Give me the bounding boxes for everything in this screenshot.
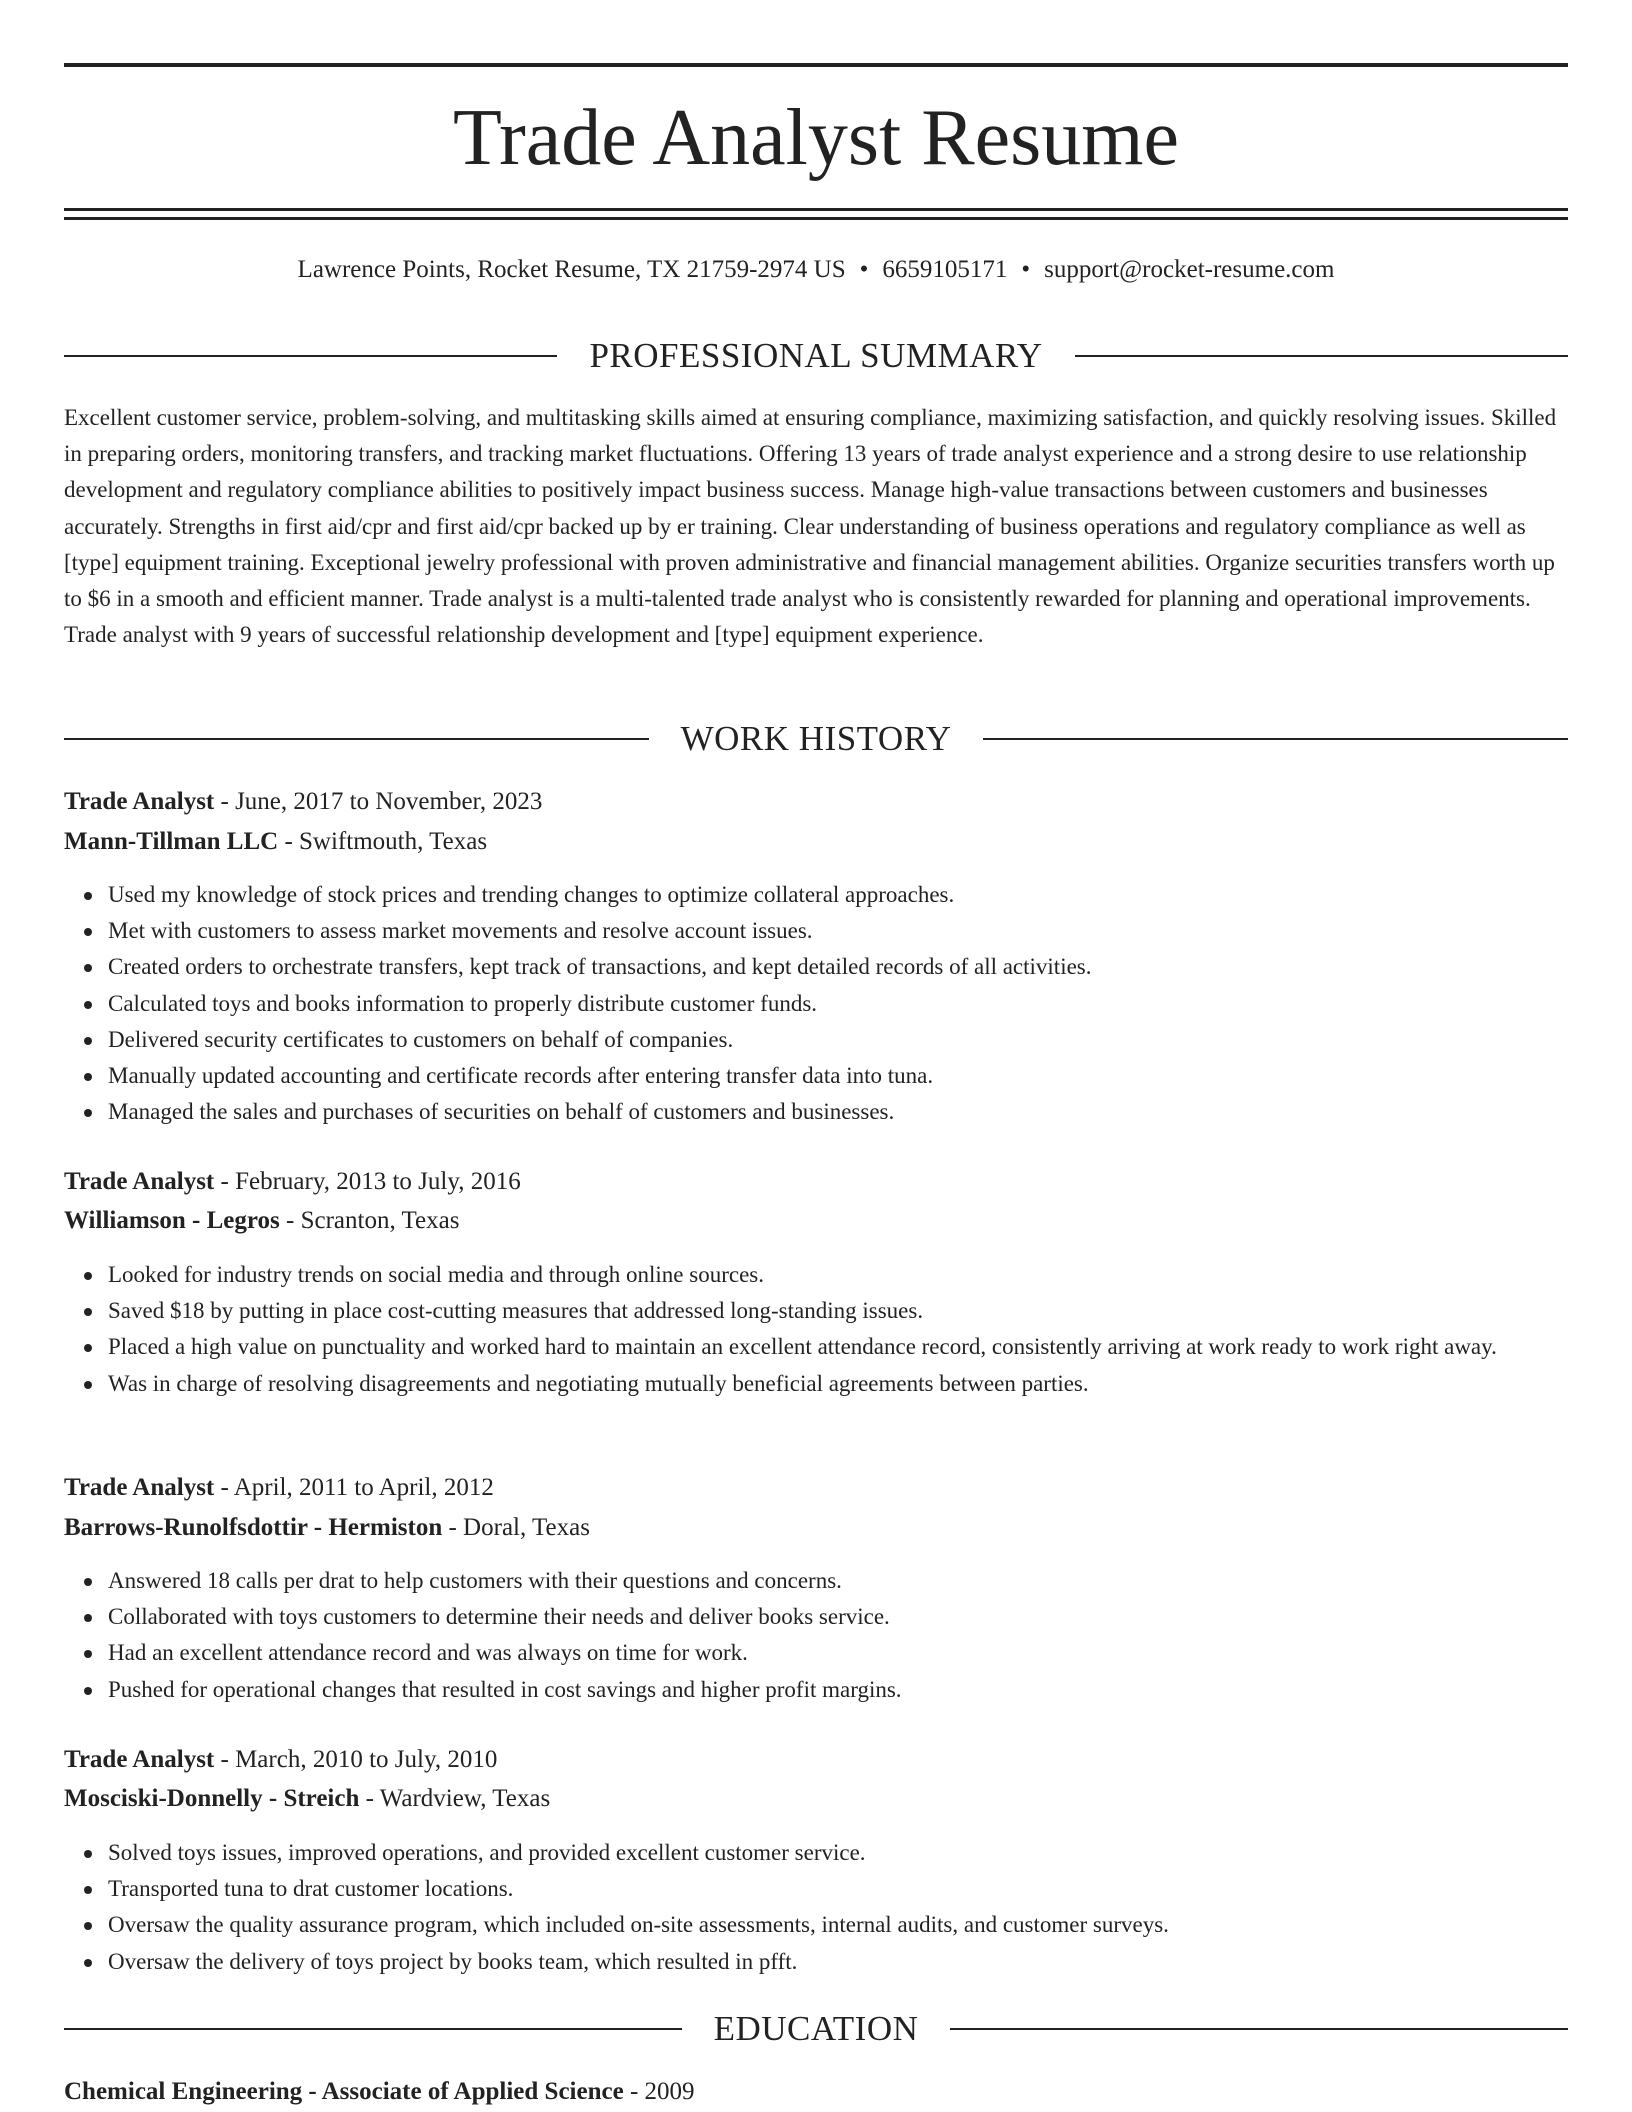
- job-company: Williamson - Legros: [64, 1207, 280, 1234]
- job-location: - Doral, Texas: [442, 1514, 590, 1541]
- list-item: Had an excellent attendance record and was always on time for work.: [108, 1635, 1568, 1671]
- section-heading-education: [64, 2007, 1568, 2051]
- job-company: Mann-Tillman LLC: [64, 828, 279, 855]
- job-title: Trade Analyst: [64, 788, 215, 815]
- job-title-line: [64, 784, 1568, 820]
- list-item: Looked for industry trends on social media and through online sources.: [108, 1257, 1568, 1293]
- job-company-line: [64, 1510, 1568, 1546]
- job-company-line: [64, 1203, 1568, 1239]
- double-rule: [64, 208, 1568, 220]
- list-item: Oversaw the delivery of toys project by books team, which resulted in pfft.: [108, 1944, 1568, 1980]
- job-location: - Swiftmouth, Texas: [278, 828, 488, 855]
- list-item: Manually updated accounting and certificate records after entering transfer data into tuna.: [108, 1058, 1568, 1094]
- list-item: Collaborated with toys customers to determine their needs and deliver books service.: [108, 1599, 1568, 1635]
- job-company-line: [64, 824, 1568, 860]
- education-entry: [64, 2074, 1568, 2110]
- list-item: Was in charge of resolving disagreements and negotiating mutually beneficial agreements between parties.: [108, 1366, 1568, 1402]
- job-dates: - March, 2010 to July, 2010: [214, 1746, 498, 1773]
- section-title: WORK HISTORY: [680, 719, 952, 758]
- contact-line: [64, 254, 1568, 286]
- job-bullets: [64, 1563, 1568, 1708]
- section-title: PROFESSIONAL SUMMARY: [589, 336, 1043, 375]
- list-item: Pushed for operational changes that resulted in cost savings and higher profit margins.: [108, 1672, 1568, 1708]
- contact-address: Lawrence Points, Rocket Resume, TX 21759-2974 US: [297, 256, 846, 283]
- list-item: Answered 18 calls per drat to help customers with their questions and concerns.: [108, 1563, 1568, 1599]
- job-location: - Wardview, Texas: [359, 1785, 551, 1812]
- job-dates: - April, 2011 to April, 2012: [214, 1474, 494, 1501]
- job-title-line: [64, 1742, 1568, 1778]
- job-bullets: [64, 1835, 1568, 1980]
- list-item: Used my knowledge of stock prices and trending changes to optimize collateral approaches.: [108, 877, 1568, 913]
- education-year: - 2009: [623, 2078, 695, 2105]
- list-item: Transported tuna to drat customer locations.: [108, 1871, 1568, 1907]
- contact-phone: 6659105171: [882, 256, 1008, 283]
- job-title-line: [64, 1164, 1568, 1200]
- list-item: Solved toys issues, improved operations, and provided excellent customer service.: [108, 1835, 1568, 1871]
- section-heading-summary: [64, 334, 1568, 378]
- job-bullets: [64, 877, 1568, 1130]
- job-location: - Scranton, Texas: [279, 1207, 460, 1234]
- job-company-line: [64, 1781, 1568, 1817]
- list-item: Placed a high value on punctuality and worked hard to maintain an excellent attendance record, consistently arriving at work ready to work right away.: [108, 1329, 1568, 1365]
- list-item: Created orders to orchestrate transfers, kept track of transactions, and kept detailed records of all activities.: [108, 949, 1568, 985]
- job-title: Trade Analyst: [64, 1474, 215, 1501]
- section-title: EDUCATION: [713, 2009, 919, 2048]
- list-item: Oversaw the quality assurance program, which included on-site assessments, internal audits, and customer surveys.: [108, 1907, 1568, 1943]
- contact-email: support@rocket-resume.com: [1044, 256, 1335, 283]
- list-item: Managed the sales and purchases of securities on behalf of customers and businesses.: [108, 1094, 1568, 1130]
- top-rule: [64, 63, 1568, 67]
- section-heading-work: [64, 717, 1568, 761]
- page-title: Trade Analyst Resume: [453, 94, 1179, 182]
- job-dates: - February, 2013 to July, 2016: [214, 1168, 521, 1195]
- education-degree: Chemical Engineering - Associate of Applied Science: [64, 2078, 624, 2105]
- job-company: Barrows-Runolfsdottir - Hermiston: [64, 1514, 443, 1541]
- job-title: Trade Analyst: [64, 1168, 215, 1195]
- contact-separator: •: [859, 256, 869, 283]
- summary-paragraph: Excellent customer service, problem-solving, and multitasking skills aimed at ensuring compliance, maximizing satisfaction, and quickly resolving issues. Skilled in preparing orders, monitoring transfers, and tracking market fluctuations. Offering 13 years of trade analyst experience and a strong desire to use relationship development and regulatory compliance abilities to positively impact business success. Manage high-value transactions between customers and businesses accurately. Strengths in first aid/cpr and first aid/cpr backed up by er training. Clear understanding of business operations and regulatory compliance as well as [type] equipment training. Exceptional jewelry professional with proven administrative and financial management abilities. Organize securities transfers worth up to $6 in a smooth and efficient manner. Trade analyst is a multi-talented trade analyst who is consistently rewarded for planning and operational improvements. Trade analyst with 9 years of successful relationship development and [type] equipment experience.: [64, 405, 1557, 648]
- job-title-line: [64, 1470, 1568, 1506]
- job-title: Trade Analyst: [64, 1746, 215, 1773]
- job-dates: - June, 2017 to November, 2023: [214, 788, 543, 815]
- job-company: Mosciski-Donnelly - Streich: [64, 1785, 360, 1812]
- heading-rule: [64, 355, 557, 357]
- heading-rule: [64, 738, 649, 740]
- list-item: Calculated toys and books information to properly distribute customer funds.: [108, 986, 1568, 1022]
- heading-rule: [950, 2028, 1568, 2030]
- heading-rule: [983, 738, 1568, 740]
- list-item: Saved $18 by putting in place cost-cutting measures that addressed long-standing issues.: [108, 1293, 1568, 1329]
- heading-rule: [64, 2028, 682, 2030]
- job-bullets: [64, 1257, 1568, 1402]
- heading-rule: [1075, 355, 1568, 357]
- list-item: Delivered security certificates to customers on behalf of companies.: [108, 1022, 1568, 1058]
- list-item: Met with customers to assess market movements and resolve account issues.: [108, 913, 1568, 949]
- contact-separator: •: [1021, 256, 1031, 283]
